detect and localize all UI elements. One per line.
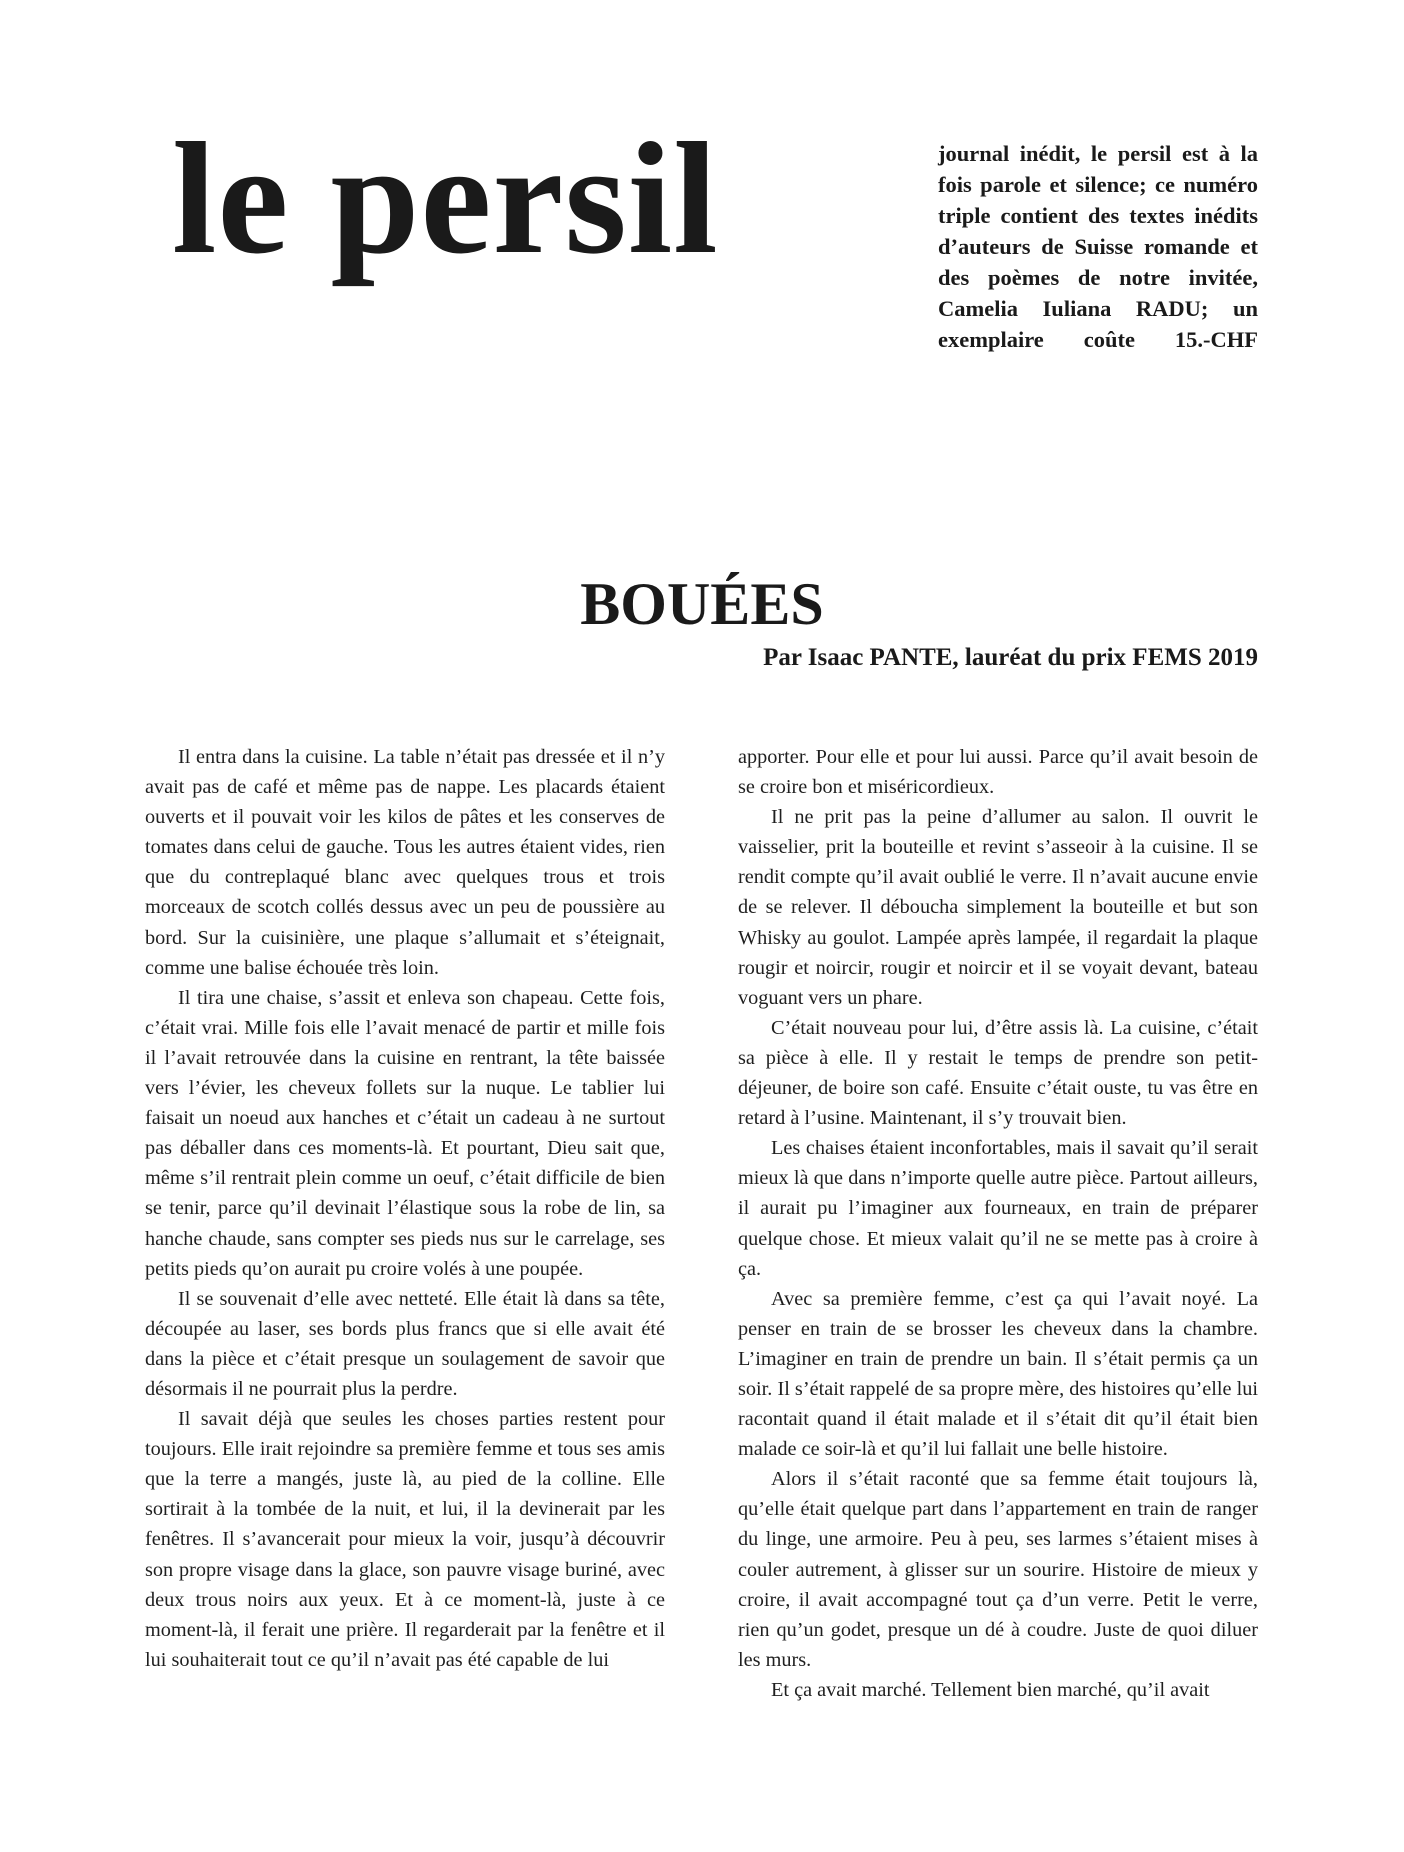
article-column-right [738,742,1258,1702]
paragraph: Les chaises étaient inconfortables, mais il savait qu’il serait mieux là que dans n’importe quelle autre pièce. Partout ailleurs, il aurait pu l’imaginer aux fourneaux, en train de préparer quelque chose. Et mieux valait qu’il ne se mette pas à croire à ça. [738,1137,1258,1280]
paragraph: Il tira une chaise, s’assit et enleva son chapeau. Cette fois, c’était vrai. Mille fois elle l’avait menacé de partir et mille fois il l’avait retrouvée dans la cuisine en rentrant, la tête baissée vers l’évier, les cheveux follets sur la nuque. Le tablier lui faisait un noeud aux hanches et c’était un cadeau à ne surtout pas déballer dans ces moments-là. Et pourtant, Dieu sait que, même s’il rentrait plein comme un oeuf, c’était difficile de bien se tenir, parce qu’il devinait l’élastique sous la robe de lin, sa hanche chaude, sans compter ses pieds nus sur le carrelage, ses petits pieds qu’on aurait pu croire volés à une poupée. [145,986,665,1280]
paragraph: Alors il s’était raconté que sa femme était toujours là, qu’elle était quelque part dans l’appartement en train de ranger du linge, une armoire. Peu à peu, ses larmes s’étaient mises à couler autrement, à glisser sur un sourire. Histoire de mieux y croire, il avait accompagné tout ça d’un verre. Petit le verre, rien qu’un godet, presque un dé à coudre. Juste de quoi diluer les murs. [738,1468,1258,1671]
article-byline: Par Isaac PANTE, lauréat du prix FEMS 2019 [763,644,1258,671]
article-column-left [145,742,665,1702]
journal-blurb: journal inédit, le persil est à la fois parole et silence; ce numéro triple contient des textes inédits d’auteurs de Suisse romande et des poèmes de notre invitée, Camelia Iuliana RADU; un exemplaire coûte 15.-CHF [938,141,1258,352]
paragraph: Il entra dans la cuisine. La table n’était pas dressée et il n’y avait pas de café et même pas de nappe. Les placards étaient ouverts et il pouvait voir les kilos de pâtes et les conserves de tomates dans celui de gauche. Tous les autres étaient vides, rien que du contreplaqué blanc avec quelques trous et trois morceaux de scotch collés dessus avec un peu de poussière au bord. Sur la cuisinière, une plaque s’allumait et s’éteignait, comme une balise échouée très loin. [145,746,665,979]
paragraph: C’était nouveau pour lui, d’être assis là. La cuisine, c’était sa pièce à elle. Il y restait le temps de prendre son petit-déjeuner, de boire son café. Ensuite c’était ouste, tu vas être en retard à l’usine. Maintenant, il s’y trouvait bien. [738,1016,1258,1130]
paragraph: Et ça avait marché. Tellement bien marché, qu’il avait [771,1678,1210,1701]
masthead-title: le persil [172,109,719,287]
paragraph-continuation: apporter. Pour elle et pour lui aussi. Parce qu’il avait besoin de se croire bon et miséricordieux. [738,746,1258,799]
paragraph: Il se souvenait d’elle avec netteté. Elle était là dans sa tête, découpée au laser, ses bords plus francs que si elle avait été dans la pièce et c’était presque un soulagement de savoir que désormais il ne pourrait plus la perdre. [145,1287,665,1400]
article-title: BOUÉES [580,571,824,637]
paragraph: Il ne prit pas la peine d’allumer au salon. Il ouvrit le vaisselier, prit la bouteille et revint s’asseoir à la cuisine. Il se rendit compte qu’il avait oublié le verre. Il n’avait aucune envie de se relever. Il déboucha simplement la bouteille et but son Whisky au goulot. Lampée après lampée, il regardait la plaque rougir et noircir, rougir et noircir et il se voyait devant, bateau voguant vers un phare. [738,806,1258,1009]
paragraph: Il savait déjà que seules les choses parties restent pour toujours. Elle irait rejoindre sa première femme et tous ses amis que la terre a mangés, juste là, au pied de la colline. Elle sortirait à la tombée de la nuit, et lui, il la devinerait par les fenêtres. Il s’avancerait pour mieux la voir, jusqu’à découvrir son propre visage dans la glace, son pauvre visage buriné, avec deux trous noirs aux yeux. Et à ce moment-là, juste à ce moment-là, il ferait une prière. Il regarderait par la fenêtre et il lui souhaiterait tout ce qu’il n’avait pas été capable de lui [145,1408,665,1671]
paragraph: Avec sa première femme, c’est ça qui l’avait noyé. La penser en train de se brosser les cheveux dans la chambre. L’imaginer en train de prendre un bain. Il s’était permis ça un soir. Il s’était rappelé de sa propre mère, des histoires qu’elle lui racontait quand il était malade et il s’était dit qu’il était bien malade ce soir-là et qu’il lui fallait une belle histoire. [738,1287,1258,1461]
